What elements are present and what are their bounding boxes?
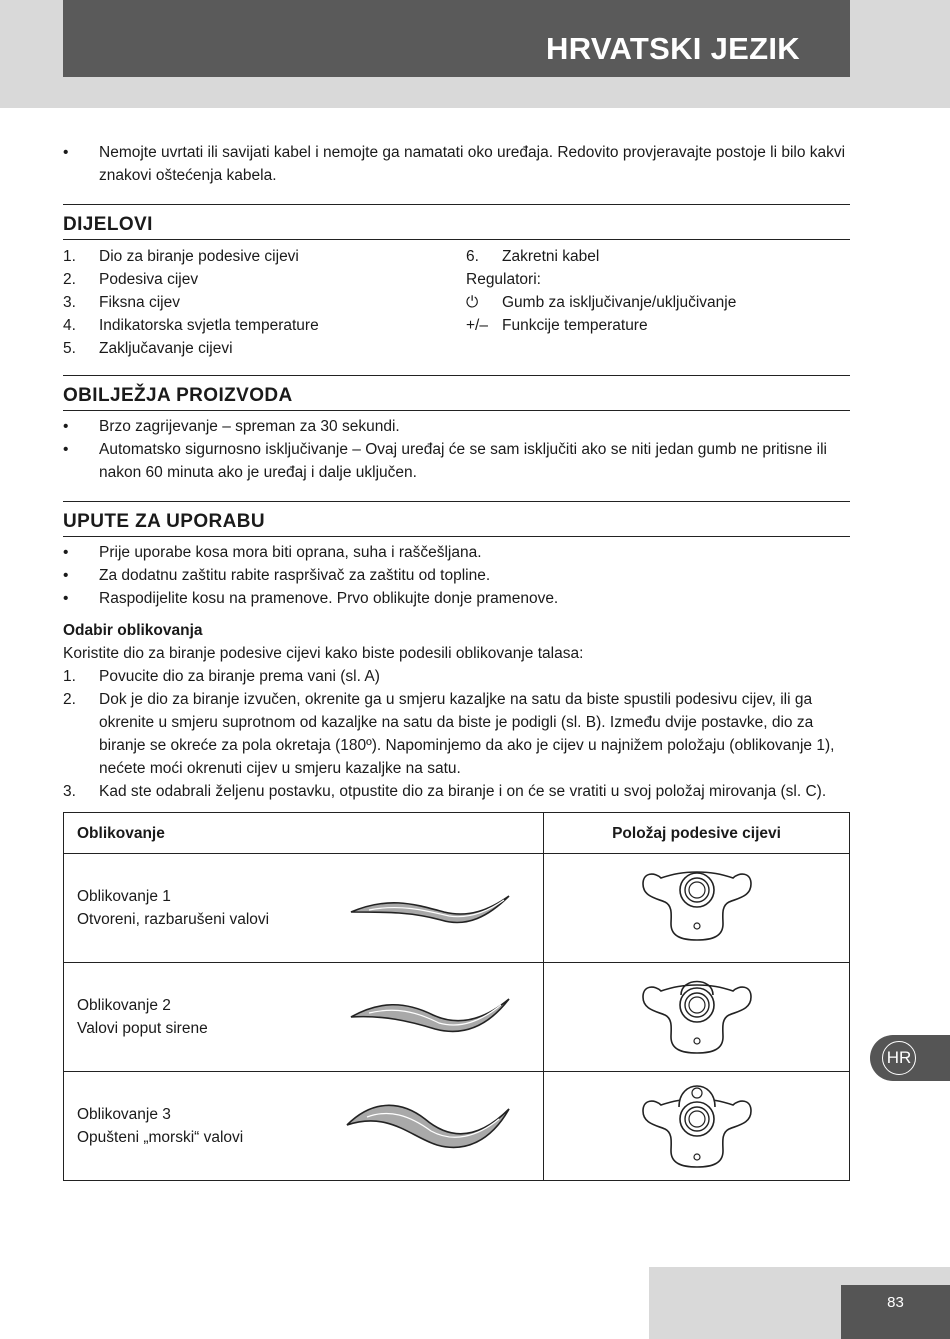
list-item: 4. Indikatorska svjetla temperature (63, 317, 319, 334)
style-name: Oblikovanje 1 (77, 888, 171, 905)
control-item-power: ⏻ Gumb za isključivanje/uključivanje (466, 291, 850, 314)
style-description: Otvoreni, razbarušeni valovi (77, 911, 270, 928)
page-content (63, 141, 850, 1181)
list-item: 2. Dok je dio za biranje izvučen, okrenite ga u smjeru kazaljke na satu da biste spustili podesivu cijev, ili ga okrenite u smjeru suprotnom od kazaljke na satu da biste je podigli (sl. B). Između dvije postavke, dio za biranje se okreće za pola okretaja (180º). Napominjemo da ako je cijev u najnižem položaju (oblikovanje 1), nećete moći okrenuti cijev u smjeru kazaljke na satu. (63, 691, 835, 777)
table-header-barrel-position: Položaj podesive cijevi (544, 813, 850, 854)
wave-1-icon (349, 890, 511, 926)
table-row (64, 854, 850, 963)
features-heading: OBILJEŽJA PROIZVODA (63, 375, 850, 411)
parts-heading: DIJELOVI (63, 204, 850, 240)
list-item: 1. Povucite dio za biranje prema vani (sl. A) (63, 668, 380, 685)
parts-list (63, 245, 850, 360)
style-description: Opušteni „morski“ valovi (77, 1129, 244, 1146)
styling-table (63, 812, 850, 1181)
intro-bullet: • Nemojte uvrtati ili savijati kabel i nemojte ga namatati oko uređaja. Redovito provjeravajte postoje li bilo kakvi znakovi oštećenja kabela. (63, 141, 850, 187)
parts-left-column (63, 245, 466, 360)
list-item: 3. Fiksna cijev (63, 294, 180, 311)
table-header-style: Oblikovanje (64, 813, 544, 854)
usage-heading: UPUTE ZA UPORABU (63, 501, 850, 537)
list-item: • Automatsko sigurnosno isključivanje – Ovaj uređaj će se sam isključiti ako se niti jedan gumb ne pritisne ili nakon 60 minuta ako je uređaj i dalje uključen. (63, 438, 850, 484)
page-title: HRVATSKI JEZIK (63, 0, 850, 77)
parts-right-column (466, 245, 850, 360)
controls-label: Regulatori: (466, 271, 541, 288)
style-name: Oblikovanje 3 (77, 1106, 171, 1123)
list-item: 1. Dio za biranje podesive cijevi (63, 248, 299, 265)
list-item: • Prije uporabe kosa mora biti oprana, suha i raščešljana. (63, 541, 850, 564)
list-item: 5. Zaključavanje cijevi (63, 340, 233, 357)
wave-2-icon (349, 995, 511, 1039)
list-item: • Raspodijelite kosu na pramenove. Prvo oblikujte donje pramenove. (63, 587, 850, 610)
style-selection-intro: Koristite dio za biranje podesive cijevi kako biste podesili oblikovanje talasa: (63, 645, 584, 662)
features-list (63, 415, 850, 484)
style-description: Valovi poput sirene (77, 1020, 208, 1037)
language-badge: HR (882, 1041, 916, 1075)
barrel-position-1-icon (639, 868, 755, 942)
power-icon: ⏻ (466, 294, 479, 311)
style-selection-subheading: Odabir oblikovanja (63, 622, 203, 639)
list-item: • Za dodatnu zaštitu rabite raspršivač za zaštitu od topline. (63, 564, 850, 587)
control-item-temperature: +/– Funkcije temperature (466, 314, 850, 337)
style-name: Oblikovanje 2 (77, 997, 171, 1014)
page-number: 83 (841, 1285, 950, 1339)
table-row (64, 963, 850, 1072)
plus-minus-icon: +/– (466, 317, 488, 334)
list-item: 3. Kad ste odabrali željenu postavku, otpustite dio za biranje i on će se vratiti u svoj položaj mirovanja (sl. C). (63, 783, 827, 800)
language-tab (870, 1035, 950, 1081)
wave-3-icon (345, 1097, 511, 1155)
usage-list (63, 541, 850, 610)
list-item: • Brzo zagrijevanje – spreman za 30 sekundi. (63, 415, 850, 438)
barrel-position-2-icon (639, 973, 755, 1055)
list-item: 2. Podesiva cijev (63, 271, 199, 288)
table-row (64, 1072, 850, 1181)
list-item: 6. Zakretni kabel (466, 248, 600, 265)
barrel-position-3-icon (639, 1077, 755, 1169)
